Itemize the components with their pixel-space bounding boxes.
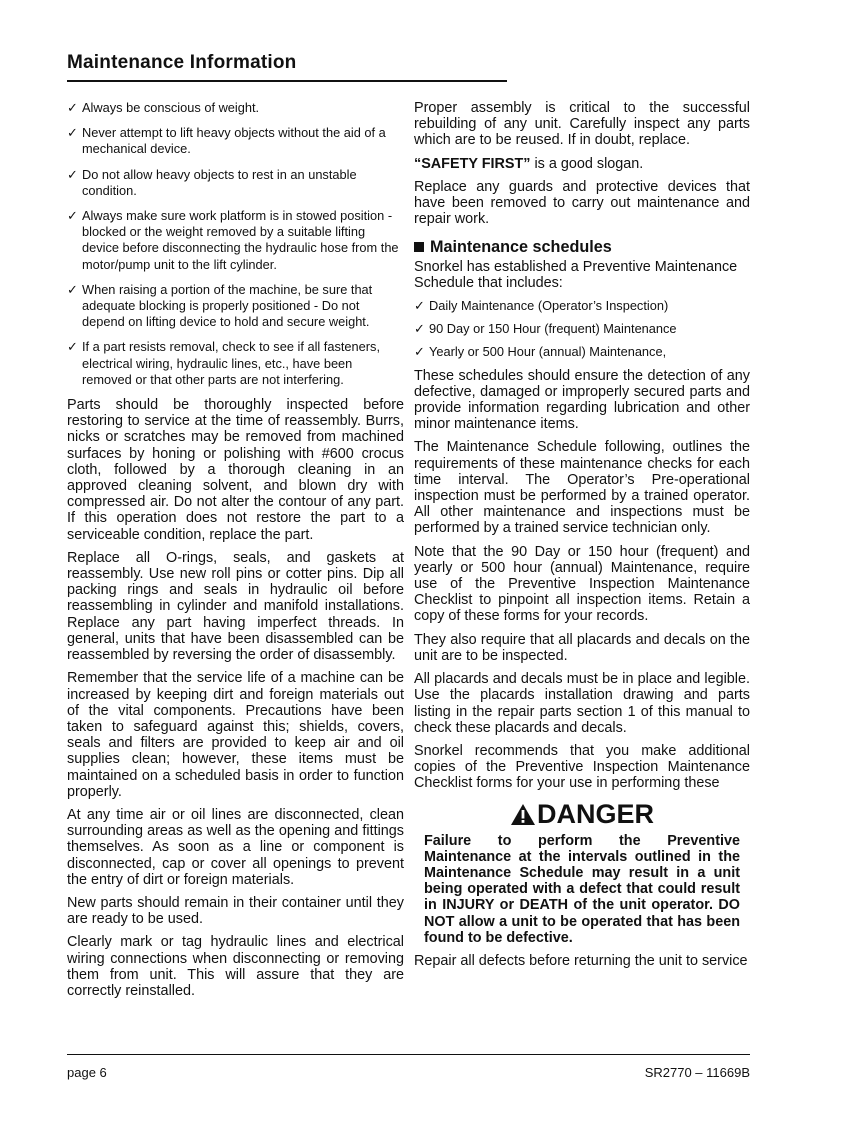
list-item: ✓ Never attempt to lift heavy objects without the aid of a mechanical device. xyxy=(67,125,386,157)
paragraph-lines: At any time air or oil lines are disconnected, clean surrounding areas as well as the opening and fittings themselves. As soon as a line or component is disconnected, cap or cover all openings to prevent the entry of dirt or foreign materials. xyxy=(67,806,404,888)
checkmark-icon: ✓ xyxy=(414,321,425,337)
list-item: ✓ If a part resists removal, check to see if all fasteners, electrical wiring, hydraulic lines, etc., have been removed or that other parts are not interfering. xyxy=(67,339,381,387)
section-heading: Maintenance schedules xyxy=(414,239,750,255)
page-title: Maintenance Information xyxy=(67,52,297,73)
page-number: page 6 xyxy=(67,1065,107,1080)
list-item: ✓ Always make sure work platform is in stowed position - blocked or the weight removed by a suitable lifting device before disconnecting the hydraulic hose from the motor/pump unit to the lift cylinder. xyxy=(67,208,399,272)
title-rule xyxy=(67,80,507,82)
paragraph-repair: Repair all defects before returning the unit to service xyxy=(414,952,748,969)
list-item: ✓ Do not allow heavy objects to rest in an unstable condition. xyxy=(67,166,357,198)
checkmark-icon: ✓ xyxy=(414,344,425,360)
paragraph-copies: Snorkel recommends that you make additional copies of the Preventive Inspection Maintenance Checklist forms for your use in performing these xyxy=(414,742,750,792)
paragraph-schedule-intro: Snorkel has established a Preventive Maintenance Schedule that includes: xyxy=(414,258,738,291)
danger-title: DANGER xyxy=(536,798,654,829)
danger-warning-text: Failure to perform the Preventive Maintenance at the intervals outlined in the Maintenance Schedule may result in a unit being operated with a defect that could result in INJURY or DEATH of the unit operator. DO NOT allow a unit to be operated that has been found to be defective. xyxy=(424,832,740,946)
paragraph-placards-legible: All placards and decals must be in place and legible. Use the placards installation drawing and parts listing in the repair parts section 1 of this manual to check these placards and decals. xyxy=(414,671,750,736)
checkmark-icon: ✓ xyxy=(67,281,78,297)
checkmark-icon: ✓ xyxy=(67,125,78,141)
checkmark-icon: ✓ xyxy=(67,208,78,224)
checkmark-icon: ✓ xyxy=(414,298,425,314)
paragraph-service-life: Remember that the service life of a machine can be increased by keeping dirt and foreign materials out of the vital components. Precautions have been taken to safeguard against this; shields, covers, seals and filters are provided to keep air and oil supplies clean; however, these items must be maintained on a scheduled basis in order to function properly. xyxy=(67,670,404,800)
paragraph-guards: Replace any guards and protective devices that have been removed to carry out maintenance and repair work. xyxy=(414,178,750,228)
safety-slogan: “SAFETY FIRST” xyxy=(414,155,531,172)
paragraph-seals: Replace all O-rings, seals, and gaskets at reassembly. Use new roll pins or cotter pins. Dip all packing rings and seals in hydraulic oil before reassembling in cylinder and manifold installations. Replace any part having imperfect threads. In general, units that have been disassembled can be reassembled by reversing the order of disassembly. xyxy=(67,549,404,664)
paragraph-tag-lines: Clearly mark or tag hydraulic lines and electrical wiring connections when disconnecting or removing them from unit. This will assure that they are correctly reinstalled. xyxy=(67,934,404,999)
paragraph-inspection: Parts should be thoroughly inspected before restoring to service at the time of reassembly. Burrs, nicks or scratches may be removed from machined surfaces by honing or polishing with #600 crocus cloth, followed by a thorough cleaning in an approved cleaning solvent, and blown dry with compressed air. Do not alter the contour of any part. If this operation does not restore the part to a serviceable condition, replace the part. xyxy=(67,397,404,543)
document-id: SR2770 – 11669B xyxy=(644,1065,750,1080)
left-column xyxy=(67,100,404,1006)
footer-rule xyxy=(67,1054,750,1055)
checkmark-icon: ✓ xyxy=(67,166,78,182)
list-item: ✓ Always be conscious of weight. xyxy=(67,100,260,115)
list-item: ✓ Daily Maintenance (Operator’s Inspection) xyxy=(414,298,669,314)
list-item: ✓ When raising a portion of the machine, be sure that adequate blocking is properly positioned - Do not depend on lifting device to hold and secure weight. xyxy=(67,281,373,330)
paragraph-new-parts: New parts should remain in their container until they are ready to be used. xyxy=(67,894,404,928)
square-bullet-icon xyxy=(414,242,424,252)
paragraph-placards-inspected: They also require that all placards and decals on the unit are to be inspected. xyxy=(414,631,750,664)
checkmark-icon: ✓ xyxy=(67,100,78,115)
paragraph-detection: These schedules should ensure the detection of any defective, damaged or improperly secured parts and provide information regarding lubrication and other minor maintenance items. xyxy=(414,367,750,433)
right-column xyxy=(414,100,750,976)
paragraph-assembly: Proper assembly is critical to the successful rebuilding of any unit. Carefully inspect any parts which are to be reused. If in doubt, replace. xyxy=(414,100,750,149)
schedule-bullet-list xyxy=(414,298,750,361)
list-item: ✓ Yearly or 500 Hour (annual) Maintenance, xyxy=(414,344,667,360)
warning-triangle-icon xyxy=(510,803,536,826)
danger-header xyxy=(414,799,750,829)
paragraph-safety-first: “SAFETY FIRST” is a good slogan. xyxy=(414,155,644,172)
list-item: ✓ 90 Day or 150 Hour (frequent) Maintenance xyxy=(414,321,677,337)
checkmark-icon: ✓ xyxy=(67,339,78,355)
paragraph-schedule-following: The Maintenance Schedule following, outlines the requirements of these maintenance checks for each time interval. The Operator’s Pre-operational inspection must be performed by a trained operator. All other maintenance and inspections must be performed by a trained service technician only. xyxy=(414,439,750,537)
paragraph-frequent-annual: Note that the 90 Day or 150 hour (frequent) and yearly or 500 hour (annual) Maintenance, require use of the Preventive Inspection Maintenance Checklist to pinpoint all inspection items. Retain a copy of these forms for your records. xyxy=(414,543,750,625)
safety-bullet-list xyxy=(67,100,404,388)
